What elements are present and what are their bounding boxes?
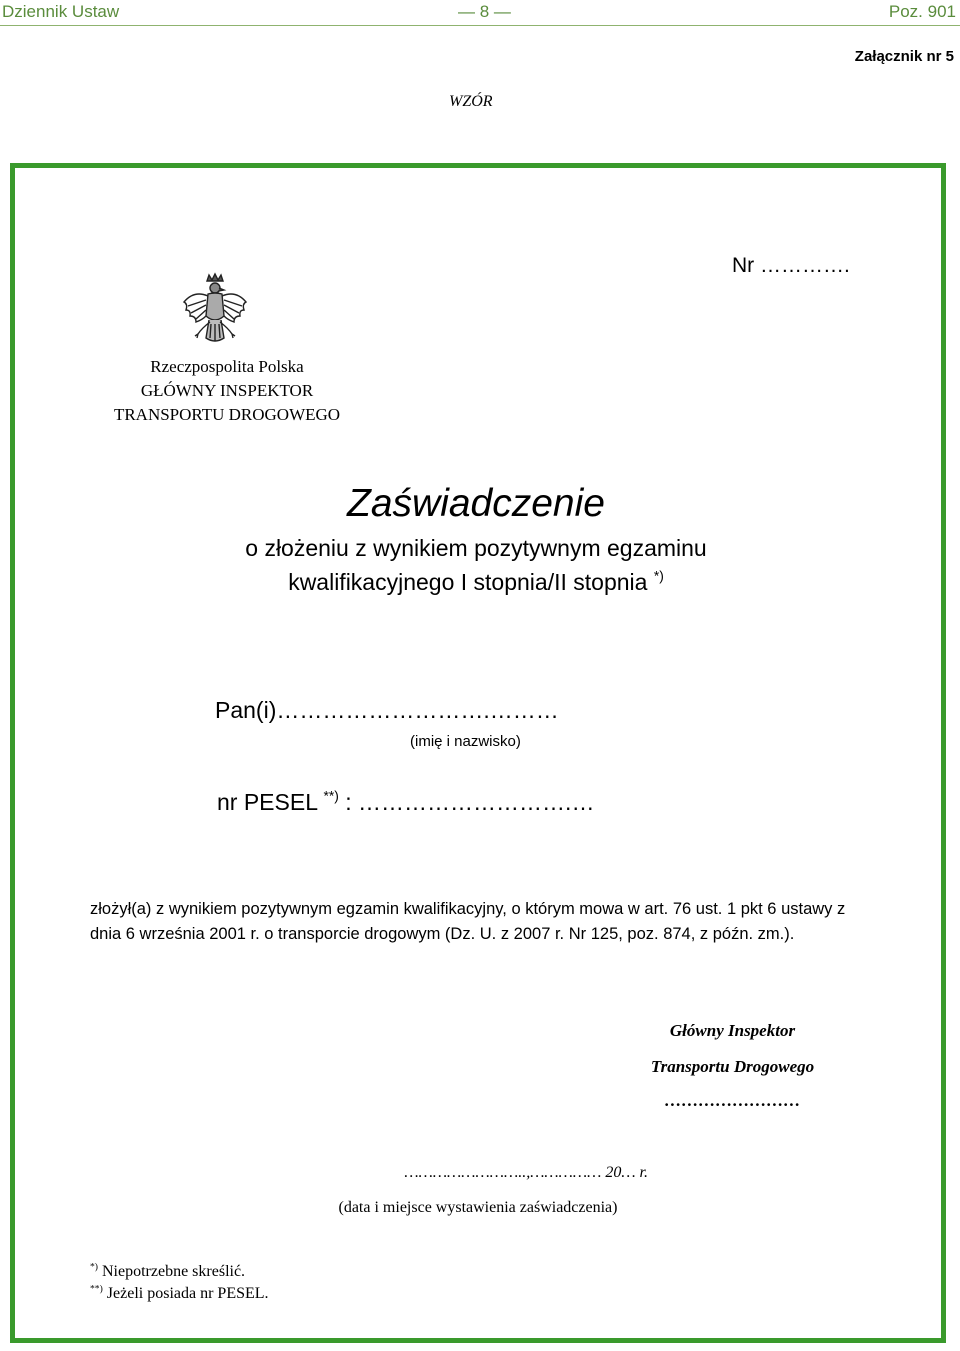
date-place-line: ……………………..,…………… 20… r.: [404, 1164, 648, 1181]
issuer-line-1: Rzeczpospolita Polska: [150, 357, 304, 376]
issuer-line-3: TRANSPORTU DROGOWEGO: [113, 405, 341, 424]
name-field-hint: (imię i nazwisko): [410, 733, 521, 750]
signatory-title-2: Transportu Drogowego: [650, 1057, 815, 1076]
certificate-title: Zaświadczenie: [347, 482, 605, 525]
position-number: Poz. 901: [888, 2, 956, 21]
certificate-subtitle-1: o złożeniu z wynikiem pozytywnym egzaminu: [245, 535, 707, 561]
footnote-ref-1: *): [653, 568, 664, 584]
footnote-2: [90, 1285, 269, 1303]
signature-line: ……………………: [664, 1091, 801, 1110]
date-place-hint: (data i miejsce wystawienia zaświadczenia): [338, 1199, 618, 1216]
header-divider: [0, 25, 960, 26]
footnote-text-1: Niepotrzebne skreślić.: [98, 1263, 246, 1280]
footnote-mark-1: *): [90, 1261, 98, 1273]
template-label: WZÓR: [449, 93, 493, 110]
certificate-number: Nr ………….: [732, 254, 850, 277]
footnote-ref-2: **): [323, 788, 339, 804]
pesel-fill: : ……………………….…: [345, 789, 595, 815]
annex-label: Załącznik nr 5: [854, 48, 954, 65]
name-field-line: Pan(i)……………………….………: [215, 697, 559, 723]
eagle-emblem-icon: [178, 272, 252, 354]
page-number: — 8 —: [458, 2, 511, 21]
footnote-text-2: Jeżeli posiada nr PESEL.: [102, 1285, 269, 1302]
issuer-line-2: GŁÓWNY INSPEKTOR: [140, 381, 314, 400]
certificate-subtitle-2: [0, 569, 952, 596]
pesel-field-line: [217, 789, 594, 816]
footnote-1: [90, 1263, 245, 1281]
footnote-mark-2: **): [90, 1283, 103, 1295]
certificate-body-text: złożył(a) z wynikiem pozytywnym egzamin kwalifikacyjny, o którym mowa w art. 76 ust. 1 pkt 6 ustawy z dnia 6 września 2001 r. o transporcie drogowym (Dz. U. z 2007 r. Nr 125, poz. 874, z późn. zm.).: [90, 900, 846, 943]
pesel-label: nr PESEL: [217, 789, 318, 815]
journal-title: Dziennik Ustaw: [2, 2, 120, 21]
signatory-title-1: Główny Inspektor: [669, 1021, 796, 1040]
subtitle-text: kwalifikacyjnego I stopnia/II stopnia: [288, 569, 648, 595]
